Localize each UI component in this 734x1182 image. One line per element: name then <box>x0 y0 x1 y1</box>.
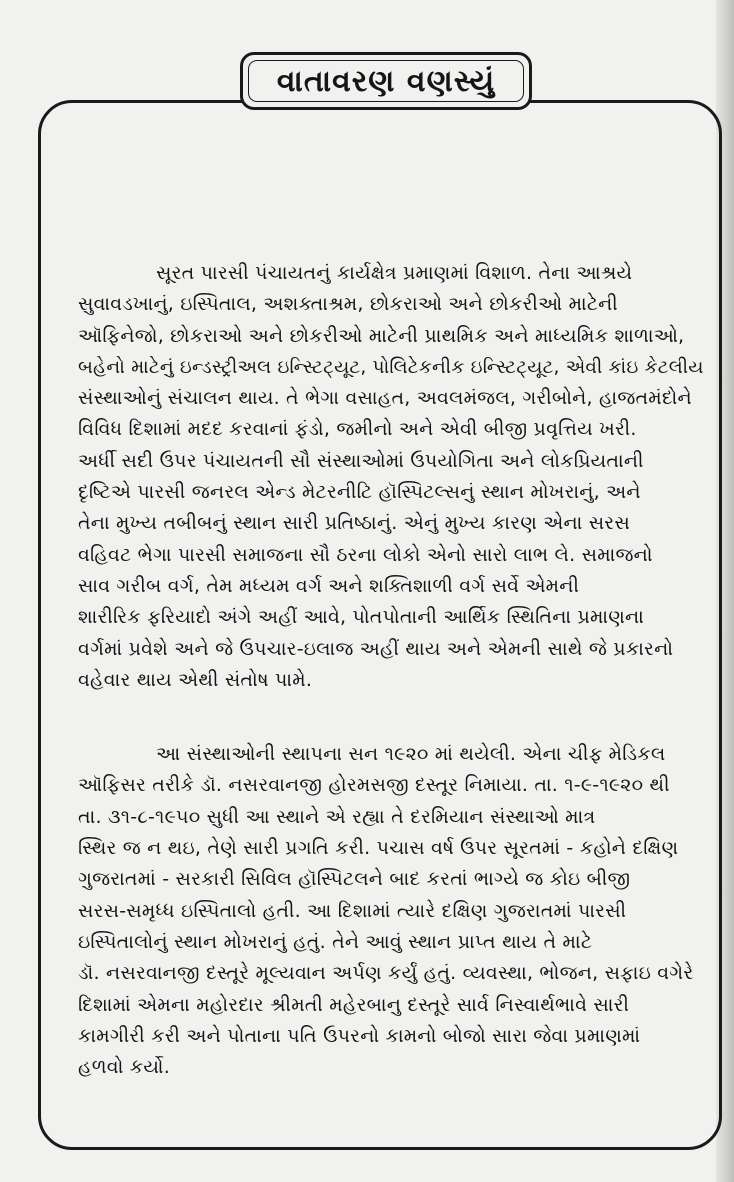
text-line: ગુજરાતમાં - સરકારી સિવિલ હૉસ્પિટલને બાદ કરતાં ભાગ્યે જ કોઇ બીજી <box>78 868 631 891</box>
text-line: સ્થિર જ ન થઇ, તેણે સારી પ્રગતિ કરી. પચાસ વર્ષ ઉપર સૂરતમાં - કહોને દક્ષિણ <box>78 837 679 860</box>
text-line: હળવો કર્યો. <box>78 1056 170 1079</box>
text-line: તા. ૩૧-૮-૧૯૫૦ સુધી આ સ્થાને એ રહ્યા તે દરમિયાન સંસ્થાઓ માત્ર <box>78 805 596 828</box>
text-line: આ સંસ્થાઓની સ્થાપના સન ૧૯૨૦ માં થયેલી. એના ચીફ મેડિકલ <box>156 743 666 766</box>
chapter-title-box <box>240 52 532 110</box>
text-line: કામગીરી કરી અને પોતાના પતિ ઉપરનો કામનો બોજો સારા જેવા પ્રમાણમાં <box>78 1024 641 1047</box>
text-line: ઑફિસર તરીકે ડૉ. નસરવાનજી હોરમસજી દસ્તૂર નિમાયા. તા. ૧-૯-૧૯૨૦ થી <box>78 774 670 797</box>
text-line: દિશામાં એમના મહોરદાર શ્રીમતી મહેરબાનુ દસ્તૂરે સાર્વ નિસ્વાર્થભાવે સારી <box>78 993 630 1016</box>
text-line: બહેનો માટેનું ઇન્ડસ્ટ્રીઅલ ઇન્સ્ટિટ્યૂટ, પોલિટેકનીક ઇન્સ્ટિટ્યૂટ, એવી કાંઇ કેટલીય <box>78 356 704 378</box>
text-line: સાવ ગરીબ વર્ગ, તેમ મધ્યમ વર્ગ અને શક્તિશાળી વર્ગ સર્વે એમની <box>78 574 580 597</box>
text-line: અર્ધી સદી ઉપર પંચાયતની સૌ સંસ્થાઓમાં ઉપયોગિતા અને લોકપ્રિયતાની <box>78 449 644 472</box>
body-text <box>78 258 712 1083</box>
text-line: ઑફિનેજો, છોકરાઓ અને છોકરીઓ માટેની પ્રાથમિક અને માધ્યમિક શાળાઓ, <box>78 324 685 347</box>
text-line: વિવિધ દિશામાં મદદ કરવાનાં ફંડો, જમીનો અને એવી બીજી પ્રવૃત્તિય ખરી. <box>78 418 637 441</box>
paragraph-1 <box>78 258 712 696</box>
text-line: ડૉ. નસરવાનજી દસ્તૂરે મૂલ્યવાન અર્પણ કર્યું હતું. વ્યવસ્થા, ભોજન, સફાઇ વગેરે <box>78 962 694 985</box>
text-line: સરસ-સમૃધ્ધ ઇસ્પિતાલો હતી. આ દિશામાં ત્યારે દક્ષિણ ગુજરાતમાં પારસી <box>78 899 627 922</box>
text-line: વહિવટ ભેગા પારસી સમાજના સૌ ઠરના લોકો એનો સારો લાભ લે. સમાજનો <box>78 543 653 566</box>
text-line: તેના મુખ્ય તબીબનું સ્થાન સારી પ્રતિષ્ઠાનું. એનું મુખ્ય કારણ એના સરસ <box>78 512 630 535</box>
text-line: સુવાવડખાનું, ઇસ્પિતાલ, અશક્તાશ્રમ, છોકરાઓ અને છોકરીઓ માટેની <box>78 293 618 316</box>
text-line: દૃષ્ટિએ પારસી જનરલ એન્ડ મેટરનીટિ હૉસ્પિટલ્સનું સ્થાન મોખરાનું, અને <box>78 481 641 504</box>
text-line: વહેવાર થાય એથી સંતોષ પામે. <box>78 668 313 691</box>
text-line: વર્ગમાં પ્રવેશે અને જે ઉપચાર-ઇલાજ અહીં થાય અને એમની સાથે જે પ્રકારનો <box>78 637 674 660</box>
text-line: ઇસ્પિતાલોનું સ્થાન મોખરાનું હતું. તેને આવું સ્થાન પ્રાપ્ત થાય તે માટે <box>78 930 593 953</box>
paragraph-2 <box>78 739 712 1083</box>
text-line: શારીરિક ફરિયાદો અંગે અહીં આવે, પોતપોતાની આર્થિક સ્થિતિના પ્રમાણના <box>78 606 645 629</box>
text-line: સૂરત પારસી પંચાયતનું કાર્યક્ષેત્ર પ્રમાણમાં વિશાળ. તેના આશ્રયે <box>156 262 633 284</box>
chapter-title: વાતાવરણ વણસ્યું <box>276 63 496 99</box>
paragraph-gap <box>78 696 712 739</box>
text-line: સંસ્થાઓનું સંચાલન થાય. તે ભેગા વસાહત, અવલમંજલ, ગરીબોને, હાજતમંદોને <box>78 387 692 410</box>
